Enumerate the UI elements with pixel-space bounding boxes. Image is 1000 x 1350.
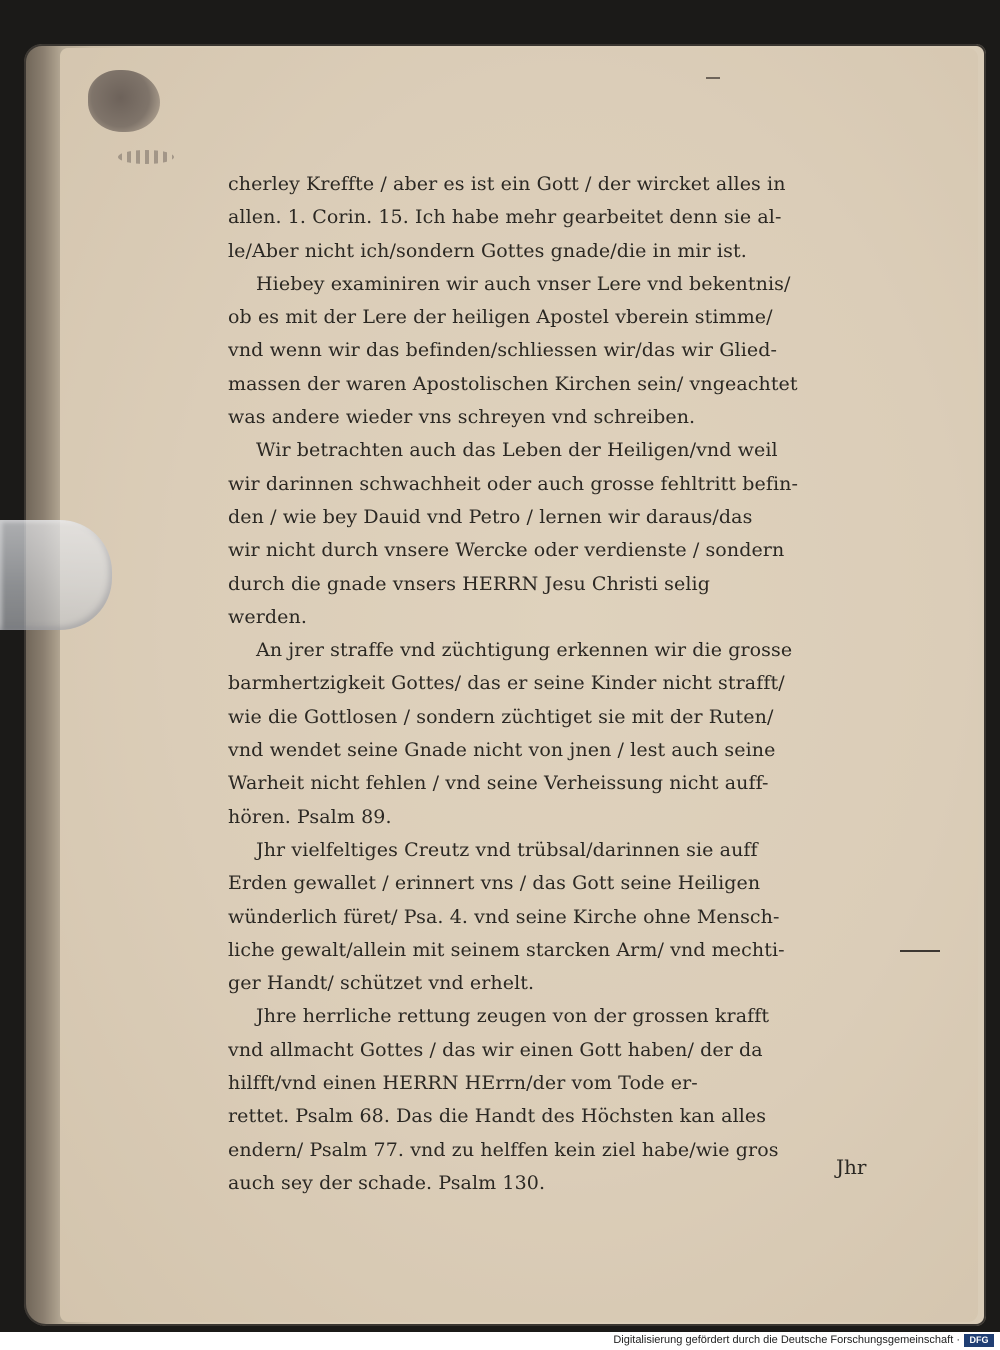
text-line: Hiebey examiniren wir auch vnser Lere vnd bekentnis/ <box>256 272 791 295</box>
catchword: Jhr <box>836 1155 867 1179</box>
page-text-block <box>228 168 896 1200</box>
text-line: wie die Gottlosen / sondern züchtiget sie mit der Ruten/ <box>228 705 774 728</box>
text-line: liche gewalt/allein mit seinem starcken Arm/ vnd mechti- <box>228 938 785 961</box>
text-line: vnd wenn wir das befinden/schliessen wir/das wir Glied- <box>228 339 778 362</box>
text-line: allen. 1. Corin. 15. Ich habe mehr gearbeitet denn sie al- <box>228 206 782 229</box>
text-line: An jrer straffe vnd züchtigung erkennen wir die grosse <box>256 639 793 662</box>
text-line: auch sey der schade. Psalm 130. <box>228 1171 546 1194</box>
text-line: wünderlich füret/ Psa. 4. vnd seine Kirche ohne Mensch- <box>228 905 780 928</box>
text-line: Jhre herrliche rettung zeugen von der grossen krafft <box>256 1005 770 1028</box>
text-line: hören. Psalm 89. <box>228 805 392 828</box>
margin-mark <box>900 950 940 952</box>
text-line: durch die gnade vnsers HERRN Jesu Christi selig <box>228 572 710 595</box>
text-line: massen der waren Apostolischen Kirchen sein/ vngeachtet <box>228 372 798 395</box>
text-line: endern/ Psalm 77. vnd zu helffen kein ziel habe/wie gros <box>228 1138 779 1161</box>
page-mark <box>706 77 720 79</box>
text-line: was andere wieder vns schreyen vnd schreiben. <box>228 406 696 429</box>
text-line: ob es mit der Lere der heiligen Apostel vberein stimme/ <box>228 306 773 329</box>
text-line: den / wie bey Dauid vnd Petro / lernen wir daraus/das <box>228 505 753 528</box>
text-line: barmhertzigkeit Gottes/ das er seine Kinder nicht strafft/ <box>228 672 785 695</box>
text-line: vnd allmacht Gottes / das wir einen Gott haben/ der da <box>228 1038 763 1061</box>
footer-bar <box>0 1332 1000 1350</box>
text-line: Warheit nicht fehlen / vnd seine Verheissung nicht auff- <box>228 772 769 795</box>
dfg-logo: DFG <box>964 1334 994 1347</box>
text-line: hilfft/vnd einen HERRN HErrn/der vom Tode er- <box>228 1072 698 1095</box>
text-line: le/Aber nicht ich/sondern Gottes gnade/die in mir ist. <box>228 239 747 262</box>
text-line: rettet. Psalm 68. Das die Handt des Höchsten kan alles <box>228 1105 767 1128</box>
text-line: werden. <box>228 605 307 628</box>
text-line: cherley Kreffte / aber es ist ein Gott / der wircket alles in <box>228 173 786 195</box>
text-line: Jhr vielfeltiges Creutz vnd trübsal/darinnen sie auff <box>256 838 758 861</box>
ink-smudge <box>118 150 174 164</box>
scanner-clip <box>0 520 112 630</box>
footer-credit: Digitalisierung gefördert durch die Deutsche Forschungsgemeinschaft · <box>613 1334 960 1346</box>
text-line: Erden gewallet / erinnert vns / das Gott seine Heiligen <box>228 872 761 895</box>
ink-stain <box>88 70 160 132</box>
text-line: wir nicht durch vnsere Wercke oder verdienste / sondern <box>228 539 785 562</box>
text-line: Wir betrachten auch das Leben der Heiligen/vnd weil <box>256 439 778 462</box>
text-line: ger Handt/ schützet vnd erhelt. <box>228 972 535 995</box>
text-line: wir darinnen schwachheit oder auch grosse fehltritt befin- <box>228 472 799 495</box>
text-line: vnd wendet seine Gnade nicht von jnen / lest auch seine <box>228 739 776 762</box>
